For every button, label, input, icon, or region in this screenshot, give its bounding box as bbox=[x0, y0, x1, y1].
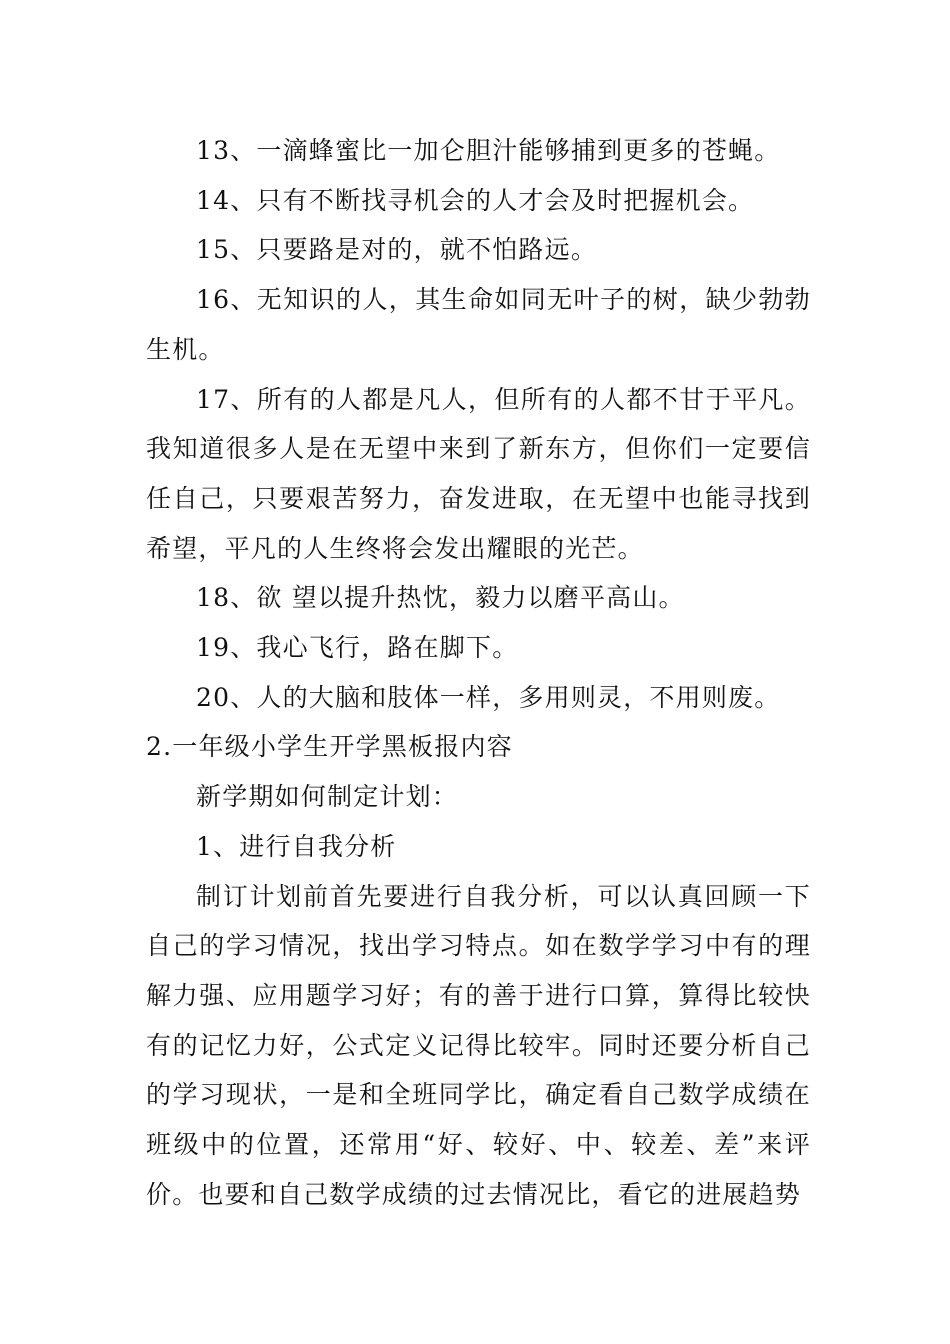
quote-17: 17、所有的人都是凡人，但所有的人都不甘于平凡。我知道很多人是在无望中来到了新东方，但你们一定要信任自己，只要艰苦努力，奋发进取，在无望中也能寻找到希望，平凡的人生终将会发出耀眼的光芒。 bbox=[146, 384, 811, 563]
subheading: 新学期如何制定计划： bbox=[196, 782, 459, 812]
step-heading: 1、进行自我分析 bbox=[196, 831, 397, 861]
quote-15: 15、只要路是对的，就不怕路远。 bbox=[196, 235, 598, 265]
quote-19: 19、我心飞行，路在脚下。 bbox=[196, 633, 519, 663]
quote-14: 14、只有不断找寻机会的人才会及时把握机会。 bbox=[196, 185, 755, 215]
quote-20: 20、人的大脑和肢体一样，多用则灵，不用则废。 bbox=[196, 682, 781, 712]
document-body bbox=[146, 126, 811, 1219]
body-paragraph: 制订计划前首先要进行自我分析，可以认真回顾一下自己的学习情况，找出学习特点。如在数学学习中有的理解力强、应用题学习好；有的善于进行口算，算得比较快有的记忆力好，公式定义记得比较牢。同时还要分析自己的学习现状，一是和全班同学比，确定看自己数学成绩在班级中的位置，还常用“好、较好、中、较差、差”来评价。也要和自己数学成绩的过去情况比，看它的进展趋势 bbox=[146, 881, 811, 1209]
quote-13: 13、一滴蜂蜜比一加仑胆汁能够捕到更多的苍蝇。 bbox=[196, 136, 781, 165]
quote-18: 18、欲 望以提升热忱，毅力以磨平高山。 bbox=[196, 583, 685, 613]
quote-16: 16、无知识的人，其生命如同无叶子的树，缺少勃勃生机。 bbox=[146, 285, 811, 364]
section-heading: 2.一年级小学生开学黑板报内容 bbox=[146, 732, 513, 762]
